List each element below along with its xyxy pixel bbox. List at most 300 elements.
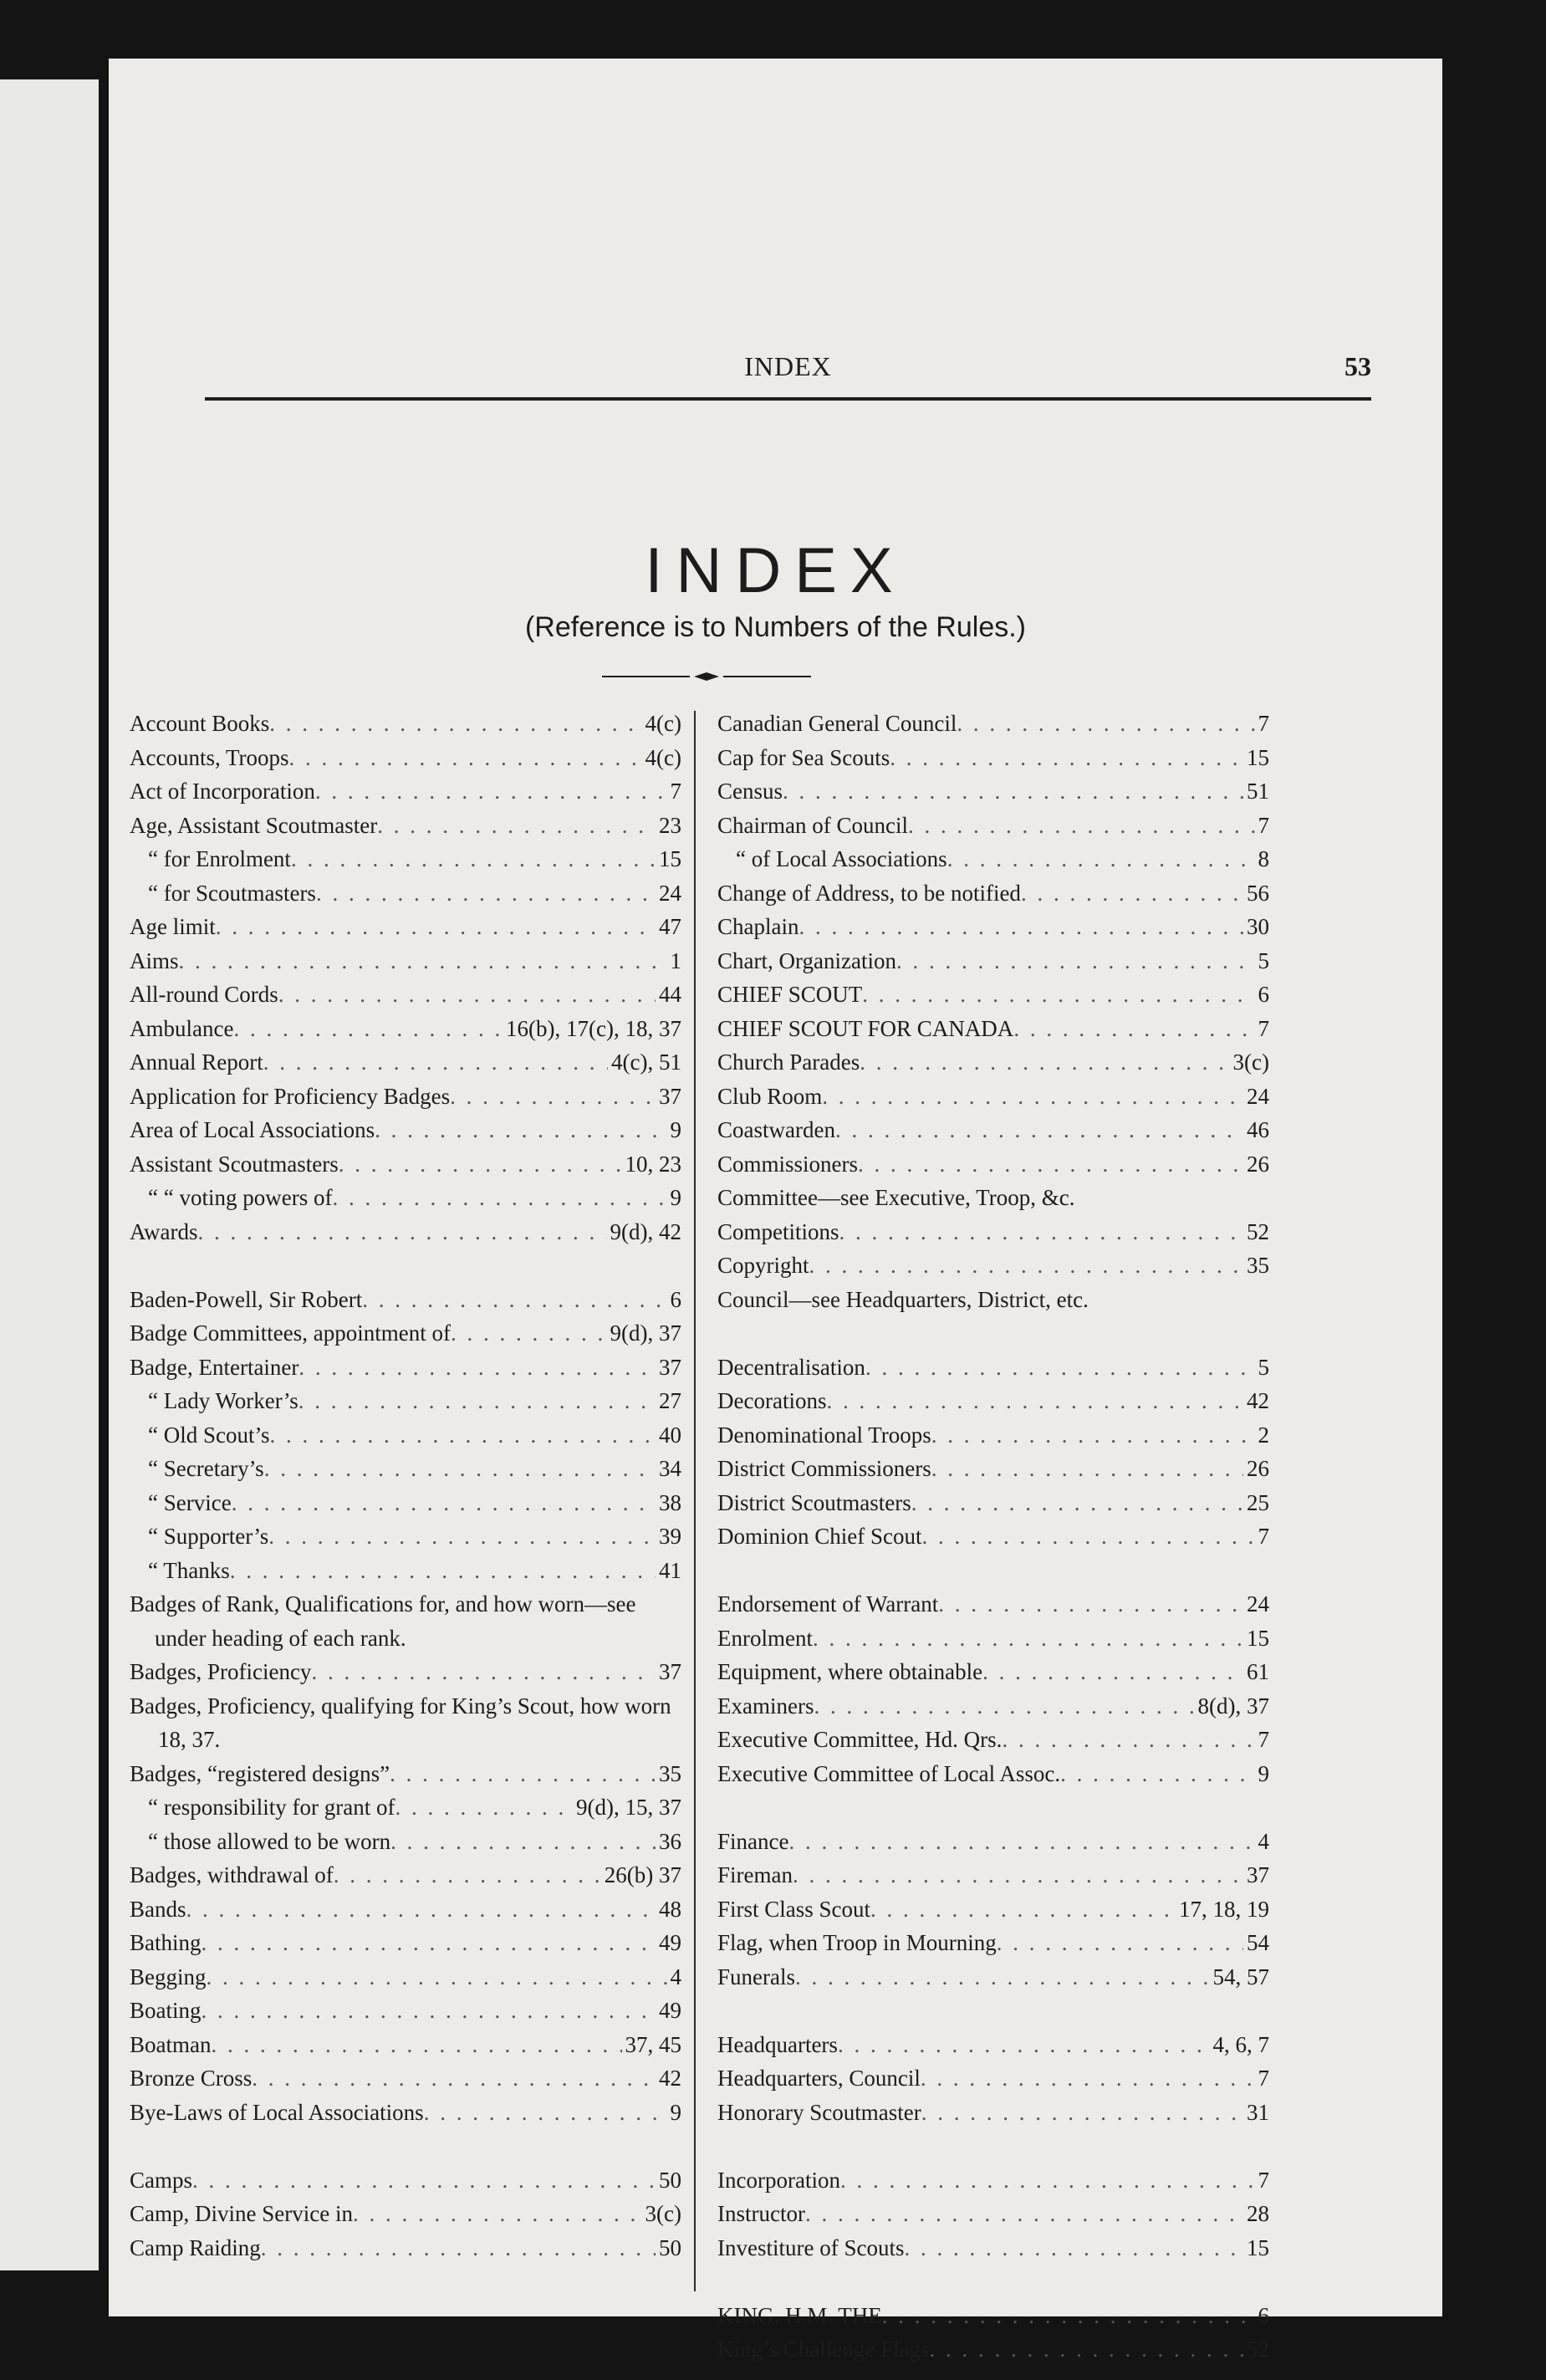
dot-leader <box>1021 876 1243 911</box>
dot-leader <box>922 1519 1255 1554</box>
index-entry <box>130 2197 681 2231</box>
index-entry <box>130 707 681 741</box>
index-term: “ for Scoutmasters <box>148 880 316 906</box>
index-entry <box>717 1723 1269 1757</box>
rule-reference: 7 <box>1258 1524 1269 1549</box>
dot-leader <box>289 741 642 775</box>
dot-leader <box>865 1351 1255 1385</box>
dot-leader <box>362 1283 666 1317</box>
rule-reference: 36 <box>659 1828 681 1854</box>
dot-leader <box>860 1045 1229 1080</box>
index-entry <box>717 1045 1269 1080</box>
dot-leader <box>332 1181 666 1215</box>
rule-reference: 9 <box>1258 1760 1269 1786</box>
index-term: Competitions <box>717 1218 839 1244</box>
dot-leader <box>395 1790 573 1825</box>
rule-reference: 4 <box>670 1964 681 1989</box>
index-term: Equipment, where obtainable <box>717 1659 983 1684</box>
page-header <box>205 351 1371 452</box>
index-term: KING, H.M. THE <box>717 2302 882 2328</box>
index-entry <box>717 1960 1269 1994</box>
rule-reference: 49 <box>659 1930 681 1955</box>
index-term: Finance <box>717 1828 789 1854</box>
rule-reference: 39 <box>659 1524 681 1549</box>
rule-reference: 37 <box>1247 1862 1269 1887</box>
index-entry <box>717 1215 1269 1249</box>
index-term: “ Thanks <box>148 1557 230 1583</box>
running-title: INDEX <box>744 351 832 381</box>
index-entry <box>130 910 681 944</box>
index-term: Application for Proficiency Badges <box>130 1083 451 1109</box>
index-term: Begging <box>130 1964 207 1989</box>
rule-reference: 40 <box>659 1422 681 1448</box>
index-entry <box>130 2028 681 2062</box>
rule-reference: 9(d), 15, 37 <box>576 1795 681 1820</box>
rule-reference: 23 <box>659 812 681 838</box>
index-term: Assistant Scoutmasters <box>130 1151 339 1177</box>
index-entry <box>717 1858 1269 1892</box>
index-term: Honorary Scoutmaster <box>717 2099 921 2125</box>
index-entry <box>717 2096 1269 2130</box>
rule-reference: 7 <box>1258 1727 1269 1752</box>
rule-reference: 9 <box>670 1117 681 1142</box>
dot-leader <box>904 2231 1243 2265</box>
rule-reference: 41 <box>659 1557 681 1583</box>
dot-leader <box>450 1080 656 1114</box>
index-entry <box>130 2096 681 2130</box>
rule-reference: 1 <box>670 947 681 973</box>
dot-leader <box>921 2061 1255 2096</box>
index-term: Decentralisation <box>717 1354 865 1380</box>
index-term: Badges, Proficiency, qualifying for King’s Scout, how worn <box>130 1693 671 1719</box>
index-term: Camp, Divine Service in <box>130 2201 353 2226</box>
dot-leader <box>216 910 656 944</box>
index-term: Badge Committees, appointment of <box>130 1320 451 1346</box>
index-entry <box>130 1825 681 1859</box>
index-entry <box>130 1757 681 1791</box>
dot-leader <box>982 1655 1243 1689</box>
index-entry <box>130 774 681 809</box>
index-term: Age, Assistant Scoutmaster <box>130 812 378 838</box>
index-term: Investiture of Scouts <box>717 2234 905 2260</box>
rule-reference: 28 <box>1247 2201 1269 2226</box>
rule-reference: 25 <box>1247 1489 1269 1515</box>
dot-leader <box>921 2096 1243 2130</box>
index-entry <box>717 809 1269 843</box>
dot-leader <box>375 1113 666 1147</box>
index-entry <box>717 2028 1269 2062</box>
rule-reference: 51 <box>1247 779 1269 804</box>
dot-leader <box>339 1147 622 1182</box>
rule-reference: 2 <box>1258 1422 1269 1448</box>
index-term: Funerals <box>717 1964 795 1989</box>
index-term: “ Old Scout’s <box>148 1422 270 1448</box>
dot-leader <box>334 1858 601 1892</box>
index-term: Badges, “registered designs” <box>130 1760 390 1786</box>
dot-leader <box>269 707 641 741</box>
index-term: “ for Enrolment <box>148 846 291 871</box>
rule-reference: 26 <box>1247 1151 1269 1177</box>
index-entry <box>717 910 1269 944</box>
index-entry <box>130 1452 681 1486</box>
index-entry <box>717 842 1269 876</box>
dot-leader <box>793 1858 1243 1892</box>
dot-leader <box>997 1926 1243 1960</box>
dot-leader <box>931 1452 1243 1486</box>
index-entry <box>130 1283 681 1317</box>
index-entry <box>130 1113 681 1147</box>
rule-reference: 27 <box>659 1388 681 1413</box>
rule-reference: 61 <box>1247 1659 1269 1684</box>
rule-reference: 24 <box>659 880 681 906</box>
index-entry <box>717 2197 1269 2231</box>
dot-leader <box>424 2096 667 2130</box>
rule-reference: 9 <box>670 1185 681 1210</box>
dot-leader <box>813 1622 1243 1656</box>
index-term: Act of Incorporation <box>130 779 315 804</box>
index-term: Endorsement of Warrant <box>717 1591 939 1616</box>
index-entry <box>717 741 1269 775</box>
column-divider <box>694 711 696 2291</box>
index-term: Committee—see Executive, Troop, &c. <box>717 1185 1075 1210</box>
index-entry <box>130 1519 681 1554</box>
index-entry <box>130 1790 681 1825</box>
index-term: Badges of Rank, Qualifications for, and how worn—see under heading of each rank. <box>130 1591 636 1651</box>
index-term: Ambulance <box>130 1015 234 1041</box>
index-entry <box>130 2163 681 2198</box>
rule-reference: 4(c) <box>645 744 681 770</box>
dot-leader <box>783 774 1243 809</box>
rule-reference: 6 <box>670 1286 681 1312</box>
index-term: All-round Cords <box>130 982 278 1007</box>
index-term: Instructor <box>717 2201 805 2226</box>
rule-reference: 56 <box>1247 880 1269 906</box>
index-entry <box>130 1689 681 1757</box>
dot-leader <box>938 1587 1243 1622</box>
index-entry <box>717 1689 1269 1724</box>
rule-reference: 7 <box>1258 711 1269 736</box>
dot-leader <box>814 1689 1194 1724</box>
index-entry <box>130 1960 681 1994</box>
index-term: Area of Local Associations <box>130 1117 375 1142</box>
index-entry <box>717 1351 1269 1385</box>
index-entry <box>717 978 1269 1012</box>
entry-gap <box>130 1249 681 1283</box>
rule-reference: 42 <box>659 2066 681 2091</box>
rule-reference: 35 <box>1247 1253 1269 1278</box>
index-column-right <box>717 707 1269 2367</box>
index-term: Annual Report <box>130 1050 263 1075</box>
index-entry <box>130 1012 681 1046</box>
dot-leader <box>882 2299 1255 2333</box>
dot-leader <box>186 1892 656 1927</box>
index-entry <box>130 1486 681 1520</box>
index-entry <box>717 774 1269 809</box>
rule-reference: 37 <box>659 1659 681 1684</box>
index-term: Boating <box>130 1998 202 2023</box>
index-entry <box>130 1418 681 1453</box>
index-entry <box>130 1045 681 1080</box>
rule-reference: 37, 45 <box>625 2031 681 2057</box>
dot-leader <box>291 842 656 876</box>
dot-leader <box>929 2332 1243 2367</box>
index-term: Denominational Troops <box>717 1422 931 1448</box>
left-page-edge <box>0 79 99 2270</box>
index-term: First Class Scout <box>717 1896 871 1922</box>
rule-reference: 6 <box>1258 982 1269 1007</box>
entry-gap <box>717 2265 1269 2299</box>
dot-leader <box>315 774 667 809</box>
index-entry <box>717 1249 1269 1283</box>
header-rule <box>205 397 1371 401</box>
index-entry <box>717 1486 1269 1520</box>
index-term: Camps <box>130 2167 193 2193</box>
index-entry <box>130 1655 681 1689</box>
dot-leader <box>202 1926 656 1960</box>
index-entry <box>130 1858 681 1892</box>
index-entry <box>717 1655 1269 1689</box>
dot-leader <box>957 707 1254 741</box>
rule-reference: 15 <box>1247 1625 1269 1651</box>
index-term: “ Secretary’s <box>148 1456 264 1481</box>
dot-leader <box>1002 1723 1254 1757</box>
rule-reference: 31 <box>1247 2099 1269 2125</box>
dot-leader <box>826 1384 1243 1418</box>
rule-reference: 24 <box>1247 1591 1269 1616</box>
index-entry <box>130 809 681 843</box>
index-term: Age limit <box>130 914 216 939</box>
rule-reference: 18, 37. <box>158 1727 221 1752</box>
index-entry <box>130 1215 681 1249</box>
dot-leader <box>232 1486 656 1520</box>
entry-gap <box>717 1994 1269 2028</box>
dot-leader <box>390 1757 656 1791</box>
index-term: Chaplain <box>717 914 799 939</box>
index-entry <box>717 1384 1269 1418</box>
index-entry <box>717 1622 1269 1656</box>
index-term: King’s Challenge Flags <box>717 2337 930 2362</box>
dot-leader <box>207 1960 667 1994</box>
rule-reference: 26(b) 37 <box>604 1862 681 1887</box>
rule-reference: 47 <box>659 914 681 939</box>
index-entry <box>717 2163 1269 2198</box>
dot-leader <box>1013 1012 1254 1046</box>
page-subtitle: (Reference is to Numbers of the Rules.) <box>524 611 1027 643</box>
index-term: Awards <box>130 1218 198 1244</box>
dot-leader <box>377 809 656 843</box>
rule-reference: 10, 23 <box>625 1151 681 1177</box>
dot-leader <box>192 2163 656 2198</box>
index-term: “ Service <box>148 1489 232 1515</box>
rule-reference: 3(c) <box>1232 1050 1269 1075</box>
rule-reference: 7 <box>1258 2167 1269 2193</box>
page-title: INDEX <box>645 535 906 606</box>
entry-gap <box>717 1790 1269 1825</box>
index-term: Incorporation <box>717 2167 840 2193</box>
index-term: Copyright <box>717 1253 809 1278</box>
index-term: Cap for Sea Scouts <box>717 744 890 770</box>
dot-leader <box>858 1147 1243 1182</box>
index-entry <box>130 1181 681 1215</box>
index-term: Headquarters <box>717 2031 838 2057</box>
index-term: Executive Committee of Local Assoc. <box>717 1760 1061 1786</box>
index-term: “ those allowed to be worn <box>148 1828 391 1854</box>
index-term: “ Supporter’s <box>148 1524 269 1549</box>
index-term: Church Parades <box>717 1050 860 1075</box>
index-term: Boatman <box>130 2031 212 2057</box>
index-entry <box>130 1351 681 1385</box>
index-page <box>109 59 1442 2362</box>
dot-leader <box>252 2061 656 2096</box>
index-term: Baden-Powell, Sir Robert <box>130 1286 363 1312</box>
entry-gap <box>717 2129 1269 2163</box>
index-term: Badges, withdrawal of <box>130 1862 334 1887</box>
index-term: “ of Local Associations <box>736 846 947 871</box>
index-term: Club Room <box>717 1083 823 1109</box>
index-term: Examiners <box>717 1693 814 1719</box>
index-column-left <box>130 707 681 2265</box>
rule-reference: 9 <box>670 2099 681 2125</box>
rule-reference: 15 <box>1247 2234 1269 2260</box>
index-term: Bands <box>130 1896 186 1922</box>
rule-reference: 15 <box>1247 744 1269 770</box>
index-term: Canadian General Council <box>717 711 957 736</box>
rule-reference: 49 <box>659 1998 681 2023</box>
index-term: Bronze Cross <box>130 2066 253 2091</box>
index-term: Dominion Chief Scout <box>717 1524 922 1549</box>
index-entry <box>717 876 1269 911</box>
dot-leader <box>264 1452 656 1486</box>
dot-leader <box>870 1892 1176 1927</box>
index-term: Accounts, Troops <box>130 744 289 770</box>
dot-leader <box>795 1960 1210 1994</box>
rule-reference: 46 <box>1247 1117 1269 1142</box>
rule-reference: 8 <box>1258 846 1269 871</box>
rule-reference: 9(d), 37 <box>610 1320 681 1346</box>
index-entry <box>717 1113 1269 1147</box>
index-entry <box>130 1994 681 2028</box>
index-term: District Scoutmasters <box>717 1489 911 1515</box>
dot-leader <box>931 1418 1255 1453</box>
rule-reference: 48 <box>659 1896 681 1922</box>
index-term: Council—see Headquarters, District, etc. <box>717 1286 1089 1312</box>
dot-leader <box>311 1655 656 1689</box>
index-entry <box>130 1316 681 1351</box>
index-entry <box>130 1384 681 1418</box>
rule-reference: 7 <box>1258 2066 1269 2091</box>
dot-leader <box>835 1113 1243 1147</box>
rule-reference: 5 <box>1258 947 1269 973</box>
index-entry <box>717 1181 1269 1215</box>
index-entry <box>717 2299 1269 2333</box>
rule-reference: 50 <box>659 2167 681 2193</box>
index-entry <box>717 1418 1269 1453</box>
index-term: Flag, when Troop in Mourning <box>717 1930 997 1955</box>
entry-gap <box>717 1316 1269 1351</box>
rule-reference: 38 <box>659 1489 681 1515</box>
dot-leader <box>298 1351 656 1385</box>
index-term: Change of Address, to be notified <box>717 880 1021 906</box>
dot-leader <box>890 741 1243 775</box>
index-term: Decorations <box>717 1388 827 1413</box>
index-term: Enrolment <box>717 1625 813 1651</box>
rule-reference: 4(c), 51 <box>611 1050 681 1075</box>
dot-leader <box>263 1045 608 1080</box>
index-entry <box>717 1892 1269 1927</box>
index-entry <box>717 944 1269 978</box>
dot-leader <box>298 1384 656 1418</box>
index-term: CHIEF SCOUT FOR CANADA <box>717 1015 1014 1041</box>
dot-leader <box>822 1080 1243 1114</box>
index-entry <box>717 1519 1269 1554</box>
rule-reference: 54, 57 <box>1212 1964 1269 1989</box>
dot-leader <box>805 2197 1243 2231</box>
dot-leader <box>809 1249 1243 1283</box>
rule-reference: 54 <box>1247 1930 1269 1955</box>
dot-leader <box>862 978 1254 1012</box>
index-entry <box>717 1080 1269 1114</box>
index-entry <box>130 1926 681 1960</box>
rule-reference: 17, 18, 19 <box>1179 1896 1269 1922</box>
rule-reference: 6 <box>1258 2302 1269 2328</box>
index-entry <box>130 1147 681 1182</box>
rule-reference: 44 <box>659 982 681 1007</box>
rule-reference: 4 <box>1258 1828 1269 1854</box>
index-term: “ Lady Worker’s <box>148 1388 298 1413</box>
entry-gap <box>130 2129 681 2163</box>
dot-leader <box>268 1519 656 1554</box>
index-entry <box>717 1147 1269 1182</box>
index-term: Commissioners <box>717 1151 859 1177</box>
index-entry <box>717 1926 1269 1960</box>
dot-leader <box>1060 1757 1254 1791</box>
rule-reference: 34 <box>659 1456 681 1481</box>
rule-reference: 3(c) <box>645 2201 681 2226</box>
dot-leader <box>911 1486 1243 1520</box>
index-term: Badge, Entertainer <box>130 1354 299 1380</box>
rule-reference: 52 <box>1247 2337 1269 2362</box>
dot-leader <box>390 1825 656 1859</box>
index-entry <box>130 1554 681 1588</box>
index-term: District Commissioners <box>717 1456 931 1481</box>
rule-reference: 4(c) <box>645 711 681 736</box>
dot-leader <box>261 2231 656 2265</box>
index-entry <box>130 1892 681 1927</box>
page-number: 53 <box>1344 351 1371 381</box>
index-term: CHIEF SCOUT <box>717 982 863 1007</box>
rule-reference: 37 <box>659 1354 681 1380</box>
rule-reference: 4, 6, 7 <box>1212 2031 1269 2057</box>
dot-leader <box>947 842 1255 876</box>
index-entry <box>130 842 681 876</box>
index-entry <box>130 944 681 978</box>
index-entry <box>717 1283 1269 1317</box>
dot-leader <box>233 1012 503 1046</box>
index-term: “ “ voting powers of <box>148 1185 333 1210</box>
index-term: Camp Raiding <box>130 2234 261 2260</box>
index-entry <box>717 1757 1269 1791</box>
rule-reference: 9(d), 42 <box>610 1218 681 1244</box>
index-term: Chart, Organization <box>717 947 896 973</box>
dot-leader <box>198 1215 607 1249</box>
index-term: Chairman of Council <box>717 812 908 838</box>
dot-leader <box>202 1994 656 2028</box>
entry-gap <box>717 1554 1269 1588</box>
index-term: Census <box>717 779 783 804</box>
dot-leader <box>908 809 1255 843</box>
rule-reference: 7 <box>670 779 681 804</box>
index-term: Account Books <box>130 711 270 736</box>
